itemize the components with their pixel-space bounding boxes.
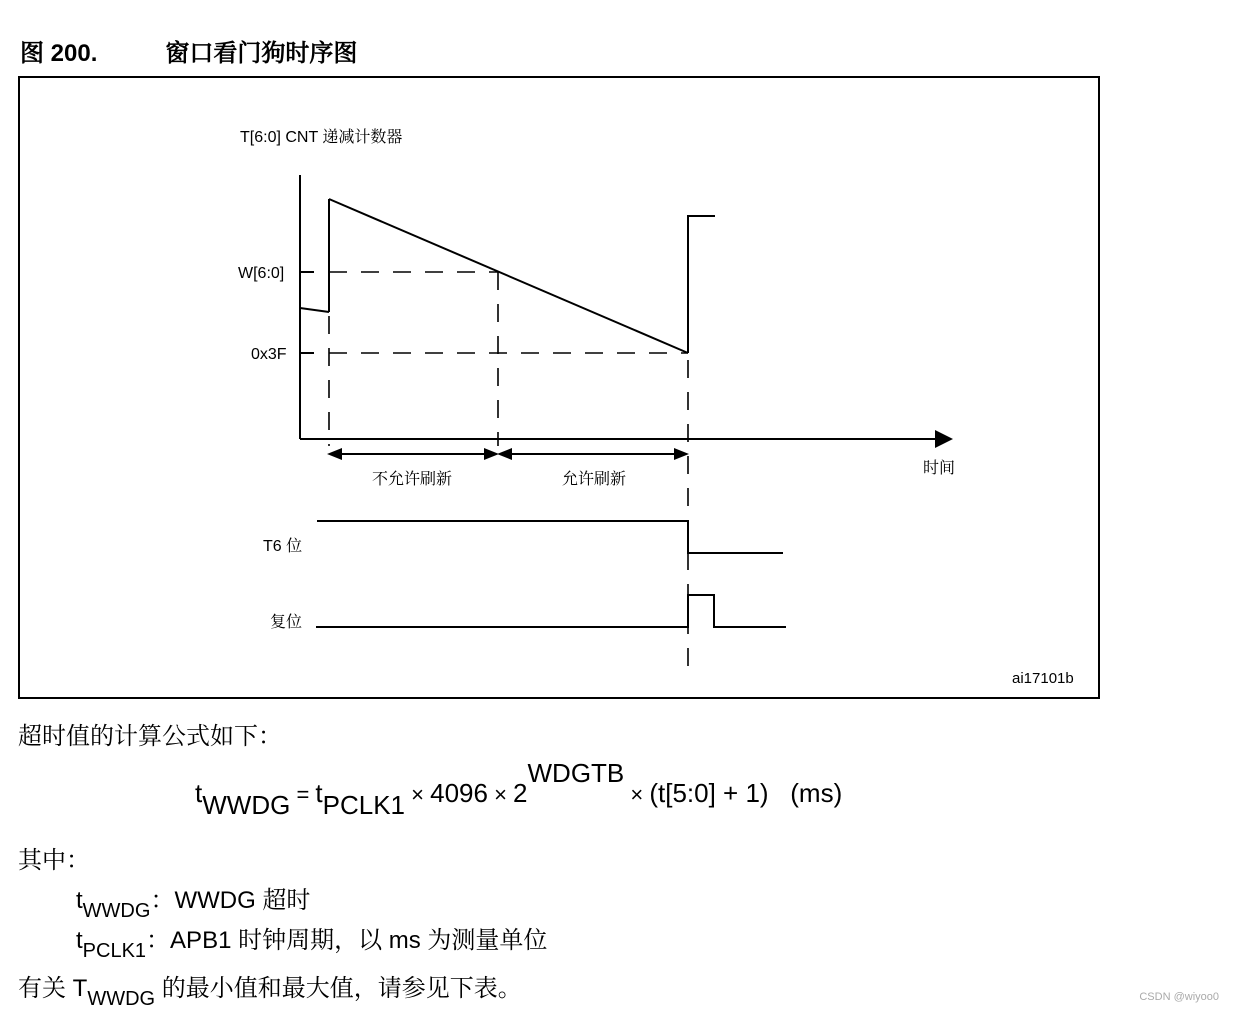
formula-rhs-sub: PCLK1 [322,790,406,820]
arrowhead-right-2 [674,448,689,460]
refresh-forbidden-label: 不允许刷新 [372,471,453,488]
arrowhead-left-1 [327,448,342,460]
def1-symbol: t [76,887,83,914]
def2-separator: ： [146,926,171,954]
formula-tail: (t[5:0] + 1) [649,778,769,808]
definition-tpclk1 [76,920,547,963]
reset-waveform [316,595,786,627]
formula-eq: = [290,782,316,807]
t6-waveform [317,521,783,553]
def1-separator: ： [150,886,175,914]
watermark: CSDN @wiyoo0 [1139,991,1219,1003]
min-label: 0x3F [251,346,287,363]
reset-label: 复位 [270,614,303,631]
counter-ramp [329,199,688,353]
timeout-formula [195,758,842,821]
formula-lhs: t [195,778,203,808]
def1-text: WWDG 超时 [174,887,311,914]
def2-symbol: t [76,927,83,954]
figure-ref-id: ai17101b [1012,670,1074,687]
def1-subscript: WWDG [82,900,151,922]
formula-4096: 4096 [430,778,488,808]
formula-rhs: t [315,778,323,808]
note-prefix: 有关 T [18,975,88,1002]
formula-times-1: × [405,782,431,807]
formula-times-2: × [487,782,514,807]
formula-base: 2 [513,778,528,808]
formula-exp: WDGTB [527,758,625,788]
formula-intro: 超时值的计算公式如下： [18,722,282,750]
x-axis-arrowhead [935,430,953,448]
figure-name: 窗口看门狗时序图 [165,39,358,67]
window-label: W[6:0] [238,265,285,282]
def2-subscript: PCLK1 [82,940,147,962]
refresh-allowed-label: 允许刷新 [562,471,627,488]
t6-label: T6 位 [263,538,303,555]
x-axis-label: 时间 [923,460,956,477]
note-suffix: 的最小值和最大值，请参见下表。 [155,975,522,1002]
arrowhead-left-2 [497,448,512,460]
figure-number: 图 200. [20,40,98,67]
range-note [18,968,522,1011]
formula-unit: (ms) [768,778,843,808]
formula-times-3: × [624,782,650,807]
counter-before [300,308,329,312]
where-label: 其中： [18,846,90,874]
note-subscript: WWDG [87,988,156,1010]
y-axis-label: T[6:0] CNT 递减计数器 [240,129,403,146]
def2-text: APB1 时钟周期，以 ms 为测量单位 [170,927,548,954]
arrowhead-right-1 [484,448,499,460]
reset-jump [688,216,715,353]
formula-lhs-sub: WWDG [202,790,291,820]
definition-twwdg [76,880,310,923]
